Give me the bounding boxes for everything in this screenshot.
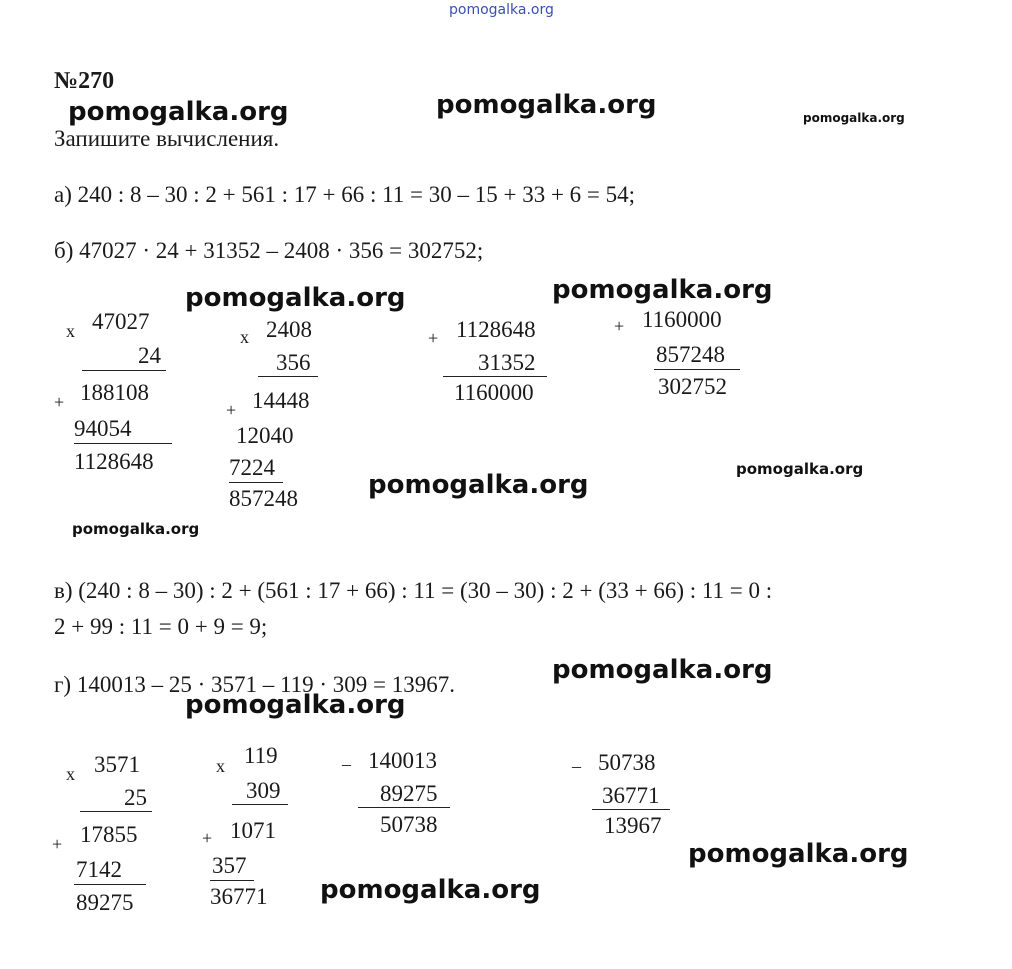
- minus-sign: –: [572, 756, 581, 776]
- operand: 1160000: [642, 307, 722, 332]
- plus-sign: +: [614, 316, 625, 336]
- operand: 309: [246, 778, 281, 803]
- operand: 24: [138, 343, 161, 368]
- partial-product: 7224: [229, 455, 275, 480]
- operand: 47027: [92, 309, 150, 334]
- multiply-sign: x: [240, 327, 249, 347]
- watermark[interactable]: pomogalka.org: [552, 655, 773, 685]
- partial-product: 7142: [76, 857, 122, 882]
- plus-sign: +: [226, 400, 237, 420]
- rule: [80, 811, 152, 812]
- watermark[interactable]: pomogalka.org: [552, 275, 773, 305]
- operand: 31352: [478, 350, 536, 375]
- multiply-sign: x: [66, 764, 75, 784]
- rule: [592, 809, 670, 810]
- watermark[interactable]: pomogalka.org: [436, 90, 657, 120]
- operand: 1128648: [456, 317, 536, 342]
- operand: 2408: [266, 317, 312, 342]
- minus-sign: –: [342, 754, 351, 774]
- rule: [654, 369, 740, 370]
- watermark[interactable]: pomogalka.org: [736, 460, 864, 478]
- rule: [82, 370, 166, 371]
- plus-sign: +: [428, 328, 439, 348]
- product-result: 1128648: [74, 449, 154, 474]
- multiply-sign: x: [66, 321, 75, 341]
- watermark[interactable]: pomogalka.org: [68, 97, 289, 127]
- partial-product: 12040: [236, 423, 294, 448]
- rule: [74, 884, 146, 885]
- rule: [358, 807, 450, 808]
- watermark[interactable]: pomogalka.org: [72, 520, 200, 538]
- operand: 36771: [602, 783, 660, 808]
- difference-result: 50738: [380, 812, 438, 837]
- watermark[interactable]: pomogalka.org: [803, 111, 905, 125]
- partial-product: 1071: [230, 818, 276, 843]
- expression-v-line1: в) (240 : 8 – 30) : 2 + (561 : 17 + 66) : 11 = (30 – 30) : 2 + (33 + 66) : 11 = 0 :: [54, 578, 773, 603]
- multiply-sign: x: [216, 756, 225, 776]
- product-result: 857248: [229, 486, 298, 511]
- sum-result: 1160000: [454, 380, 534, 405]
- rule: [258, 376, 318, 377]
- expression-a: а) 240 : 8 – 30 : 2 + 561 : 17 + 66 : 11 = 30 – 15 + 33 + 6 = 54;: [54, 182, 636, 207]
- watermark[interactable]: pomogalka.org: [185, 690, 406, 720]
- operand: 89275: [380, 781, 438, 806]
- expression-v-line2: 2 + 99 : 11 = 0 + 9 = 9;: [54, 614, 268, 639]
- watermark[interactable]: pomogalka.org: [688, 839, 909, 869]
- instruction: Запишите вычисления.: [54, 126, 280, 151]
- problem-number: №270: [54, 68, 115, 94]
- difference-result: 302752: [658, 374, 727, 399]
- operand: 356: [276, 350, 311, 375]
- partial-product: 357: [212, 853, 247, 878]
- watermark[interactable]: pomogalka.org: [320, 875, 541, 905]
- watermark-top[interactable]: pomogalka.org: [449, 2, 554, 18]
- operand: 119: [244, 743, 278, 768]
- operand: 25: [124, 785, 147, 810]
- watermark[interactable]: pomogalka.org: [368, 470, 589, 500]
- plus-sign: +: [54, 392, 65, 412]
- product-result: 36771: [210, 884, 268, 909]
- rule: [74, 443, 172, 444]
- difference-result: 13967: [604, 813, 662, 838]
- expression-b: б) 47027 · 24 + 31352 – 2408 · 356 = 302752;: [54, 238, 484, 263]
- operand: 3571: [94, 752, 140, 777]
- plus-sign: +: [202, 828, 213, 848]
- rule: [232, 804, 288, 805]
- product-result: 89275: [76, 890, 134, 915]
- rule: [210, 880, 254, 881]
- rule: [229, 482, 283, 483]
- partial-product: 14448: [252, 388, 310, 413]
- plus-sign: +: [52, 834, 63, 854]
- rule: [443, 376, 547, 377]
- operand: 50738: [598, 750, 656, 775]
- partial-product: 94054: [74, 416, 132, 441]
- partial-product: 17855: [80, 822, 138, 847]
- partial-product: 188108: [80, 380, 149, 405]
- watermark[interactable]: pomogalka.org: [185, 283, 406, 313]
- operand: 140013: [368, 748, 437, 773]
- operand: 857248: [656, 342, 725, 367]
- expression-g: г) 140013 – 25 · 3571 – 119 · 309 = 13967.: [54, 672, 456, 697]
